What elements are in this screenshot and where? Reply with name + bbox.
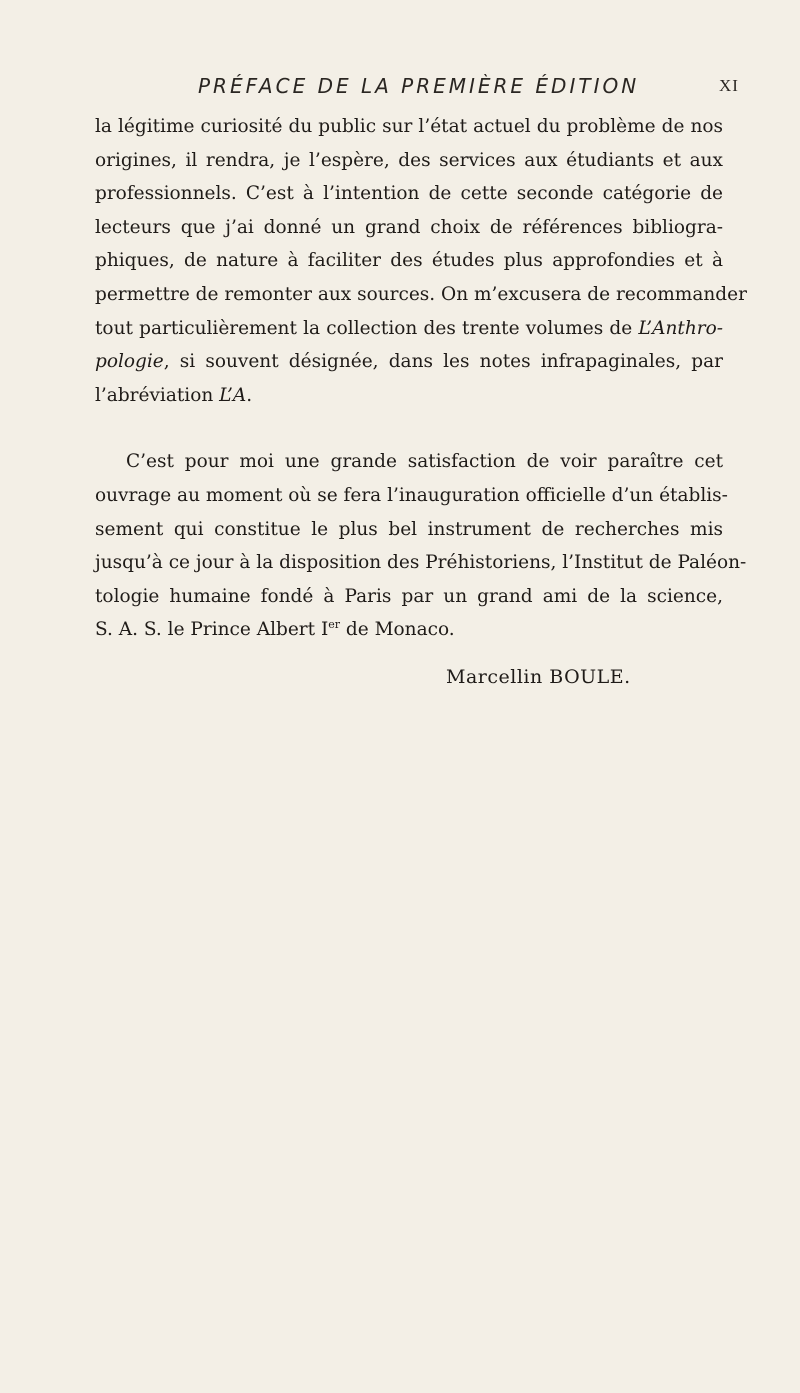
text-line xyxy=(95,613,723,647)
text-line: phiques, de nature à faciliter des études plus approfondies et à xyxy=(95,250,723,272)
page-header xyxy=(0,74,800,102)
abbreviation-italic: L’A xyxy=(219,384,247,406)
text-line: tologie humaine fondé à Paris par un grand ami de la science, xyxy=(95,585,723,607)
text-segment: , si souvent désignée, dans les notes infrapaginales, par xyxy=(163,351,723,373)
text-line xyxy=(95,312,723,346)
paragraph-1 xyxy=(95,110,747,412)
text-line: jusqu’à ce jour à la disposition des Préhistoriens, l’Institut de Paléon- xyxy=(95,552,747,574)
text-line: la légitime curiosité du public sur l’état actuel du problème de nos xyxy=(95,116,723,137)
running-title: PRÉFACE DE LA PREMIÈRE ÉDITION xyxy=(198,74,640,98)
text-line: ouvrage au moment où se fera l’inauguration officielle d’un établis- xyxy=(95,484,728,506)
paragraph-2 xyxy=(95,445,747,647)
text-line: professionnels. C’est à l’intention de cette seconde catégorie de xyxy=(95,183,723,205)
text-line: permettre de remonter aux sources. On m’excusera de recommander xyxy=(95,283,747,305)
page-number: XI xyxy=(719,76,739,95)
text-segment: l’abréviation xyxy=(95,384,220,406)
text-segment: S. A. S. le Prince Albert I xyxy=(95,619,329,641)
text-line: C’est pour moi une grande satisfaction de voir paraître cet xyxy=(126,451,723,473)
body-text xyxy=(95,110,747,647)
text-segment: tout particulièrement la collection des trente volumes de xyxy=(95,317,639,339)
text-line: lecteurs que j’ai donné un grand choix de références bibliogra- xyxy=(95,216,723,238)
text-line: sement qui constitue le plus bel instrument de recherches mis xyxy=(95,518,723,540)
author-signature: Marcellin BOULE. xyxy=(446,666,631,688)
text-line: origines, il rendra, je l’espère, des services aux étudiants et aux xyxy=(95,149,723,171)
journal-title-italic: L’Anthro- xyxy=(638,317,723,339)
text-segment: de Monaco. xyxy=(340,619,455,641)
journal-title-italic: pologie xyxy=(95,351,164,373)
text-segment: . xyxy=(246,384,253,406)
superscript: er xyxy=(328,618,341,632)
text-line xyxy=(95,345,723,379)
text-line xyxy=(95,379,723,413)
